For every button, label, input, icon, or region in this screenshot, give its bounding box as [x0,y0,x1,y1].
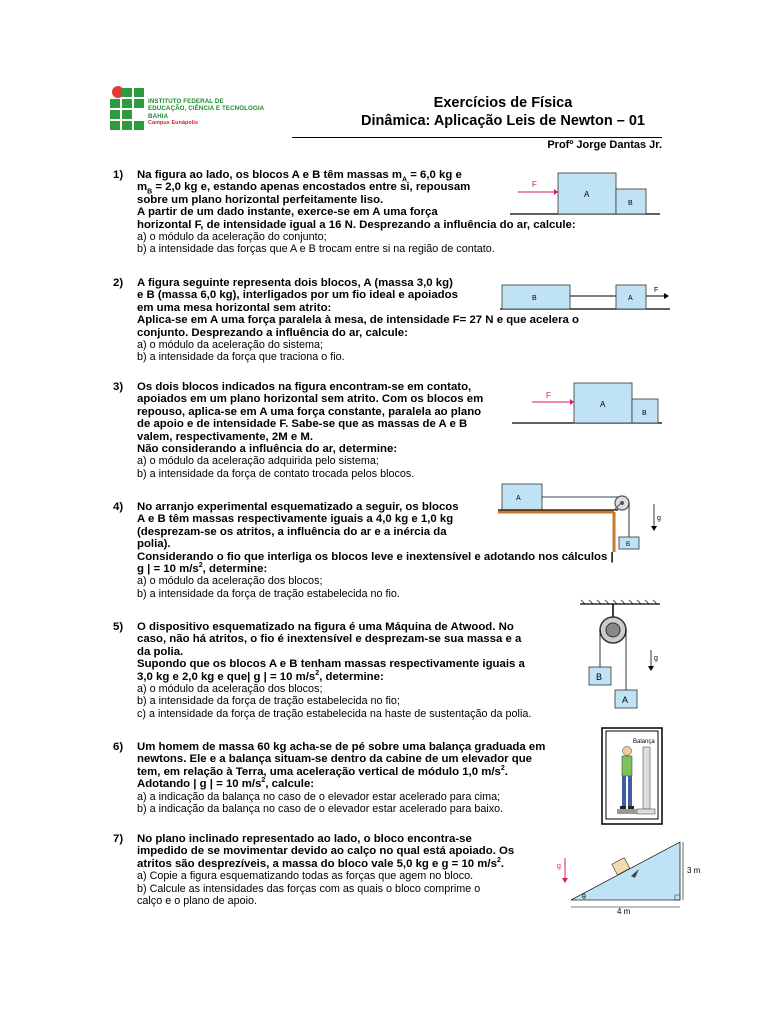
exercise-3-line-6: Não considerando a influência do ar, determine: [137,443,398,456]
exercise-4-line-4: polia). [137,538,171,551]
exercise-1-number: 1) [113,169,124,181]
exercise-2-line-5: conjunto. Desprezando a influência do ar, calcule: [137,326,408,339]
exercise-6-line-2: newtons. Ele e a balança situam-se dentro da cabine de um elevador que [137,753,532,766]
exercise-6-item-b: b) a indicação da balança no caso de o elevador estar acelerado para baixo. [137,803,504,816]
exercise-4-item-a: a) o módulo da aceleração dos blocos; [137,575,323,588]
exercise-7-number: 7) [113,833,124,845]
exercise-3-line-2: apoiados em um plano horizontal sem atrito. Com os blocos em [137,393,484,406]
exercise-1-item-b: b) a intensidade das forças que A e B trocam entre si na região de contato. [137,243,495,256]
exercise-2-figure [500,282,670,312]
figure-7-label-g: g [557,863,561,870]
exercise-1-line-2: $m_B = 2,0$ kg e, estando apenas encostados entre si, repousam [137,181,471,196]
exercise-2-item-b: b) a intensidade da força que traciona o fio. [137,351,345,364]
figure-7-label-base: 4 m [617,907,631,916]
exercise-4-number: 4) [113,501,124,513]
figure-6-label-scale: Balança [633,739,655,745]
exercise-2-line-2: e B (massa 6,0 kg), interligados por um fio ideal e apoiados [137,289,458,302]
exercise-2-item-a: a) o módulo da aceleração do sistema; [137,339,324,352]
exercise-7-line-1: No plano inclinado representado ao lado, o bloco encontra-se [137,833,472,845]
logo-line-1: INSTITUTO FEDERAL DE [148,98,224,105]
exercise-4-line-6: g | = 10 $m/s^2$, determine: [137,562,268,576]
exercise-5-item-b: b) a intensidade da força de tração estabelecida no fio; [137,695,400,708]
figure-2-label-a: A [628,295,633,302]
exercise-7-figure [555,830,715,918]
exercise-3-line-3: repouso, aplica-se em A uma força constante, paralela ao plano [137,405,482,418]
figure-2-label-b: B [532,295,537,302]
exercise-6-item-a: a) a indicação da balança no caso de o elevador estar acelerado para cima; [137,790,501,803]
figure-4-label-a: A [516,495,521,502]
exercise-3-line-4: de apoio e de intensidade F. Sabe-se que as massas de A e B [137,418,468,431]
logo-line-4: Campus Eunápolis [148,120,199,127]
title-line-2: Dinâmica: Aplicação Leis de Newton – 01 [361,113,645,129]
page-title [344,94,662,130]
figure-4-label-g: g [657,515,661,522]
institute-name [148,98,264,128]
exercise-5-line-2: caso, não há atritos, o fio é inextensível e desprezam-se sua massa e a [137,633,522,646]
exercise-3-number: 3) [113,381,124,393]
exercise-3-figure [512,378,662,428]
logo-line-2: EDUCAÇÃO, CIÊNCIA E TECNOLOGIA [148,105,265,113]
exercise-4-line-3: (desprezam-se os atritos, a influência do ar e a inércia da [137,525,447,538]
figure-3-label-f: F [546,391,551,400]
figure-1-label-f: F [532,180,537,189]
figure-5-label-a: A [622,695,629,705]
exercise-7-item-b: b) Calcule as intensidades das forças com as quais o bloco comprime o [137,882,481,895]
exercise-7-item-a: a) Copie a figura esquematizando todas as forças que agem no bloco. [137,870,474,883]
exercise-1-line-4: A partir de um dado instante, exerce-se em A uma força [137,206,438,219]
exercise-1-figure [510,168,660,220]
exercise-6-line-1: Um homem de massa 60 kg acha-se de pé sobre uma balança graduada em [137,741,546,753]
exercise-6-number: 6) [113,741,124,753]
exercise-6-line-4: Adotando | g | = 10 $m/s^2$, calcule: [137,777,315,791]
institute-logo-icon [108,86,148,138]
exercise-3-item-b: b) a intensidade da força de contato trocada pelos blocos. [137,467,415,480]
figure-7-label-theta: θ [582,894,586,901]
figure-3-label-b: B [642,410,647,417]
exercise-5-line-1: O dispositivo esquematizado na figura é uma Máquina de Atwood. No [137,621,514,633]
exercise-2-number: 2) [113,277,124,289]
exercise-2-line-1: A figura seguinte representa dois blocos, A (massa 3,0 kg) [137,277,453,289]
figure-1-label-a: A [584,190,590,199]
exercise-5-line-4: Supondo que os blocos A e B tenham massas respectivamente iguais a [137,658,525,671]
exercise-4-figure [498,480,668,552]
exercise-5-line-3: da polia. [137,645,184,658]
exercise-3-line-5: valem, respectivamente, 2M e M. [137,430,314,443]
figure-7-label-height: 3 m [687,866,701,875]
exercise-6-figure [601,727,663,825]
exercise-3-item-a: a) o módulo da aceleração adquirida pelo sistema; [137,455,379,468]
professor-name: Profº Jorge Dantas Jr. [547,139,662,151]
title-line-1: Exercícios de Física [433,95,573,111]
logo-line-3: BAHIA [148,112,169,120]
exercise-7-line-2: impedido de se movimentar devido ao calço no qual está apoiado. Os [137,845,515,858]
exercise-4-line-2: A e B têm massas respectivamente iguais a 4,0 kg e 1,0 kg [137,513,454,526]
exercise-5-item-a: a) o módulo da aceleração dos blocos; [137,683,323,696]
exercise-5-number: 5) [113,621,124,633]
figure-3-label-a: A [600,400,606,409]
figure-2-label-f: F [654,287,659,294]
exercise-2-line-4: Aplica-se em A uma força paralela à mesa, de intensidade F= 27 N e que acelera o [137,314,579,327]
exercise-6-text [137,741,660,815]
exercise-2-line-3: em uma mesa horizontal sem atrito: [137,301,332,314]
exercise-3-line-1: Os dois blocos indicados na figura encontram-se em contato, [137,381,472,393]
figure-5-label-b: B [596,672,603,682]
exercise-1-line-3: sobre um plano horizontal perfeitamente liso. [137,193,384,206]
exercise-7-line-3: atritos são desprezíveis, a massa do bloco vale 5,0 kg e g = 10 $m/s^2$. [137,857,505,870]
exercise-4-line-5: Considerando o fio que interliga os blocos leve e inextensível e adotando nos cálculos | [137,550,614,563]
exercise-4-item-b: b) a intensidade da força de tração estabelecida no fio. [137,587,400,600]
exercise-1-line-1: Na figura ao lado, os blocos A e B têm massas $m_A = 6,0$ kg e [137,169,462,184]
exercise-6-line-3: tem, em relação à Terra, uma aceleração vertical de módulo 1,0 $m/s^2$. [137,765,508,778]
exercise-7-item-c: calço e o plano de apoio. [137,895,258,908]
exercise-5-item-c: c) a intensidade da força de tração estabelecida na haste de sustentação da polia. [137,707,532,720]
figure-4-label-b: B [626,542,631,548]
exercise-5-line-5: 3,0 kg e 2,0 kg e que| g | = 10 $m/s^2$, determine: [137,669,384,683]
header-divider [292,137,662,138]
figure-1-label-b: B [628,200,633,207]
figure-5-label-g: g [654,655,658,662]
exercise-1-line-5: horizontal F, de intensidade igual a 16 N. Desprezando a influência do ar, calcule: [137,218,576,231]
exercise-1-item-a: a) o módulo da aceleração do conjunto; [137,231,327,244]
exercise-5-figure [575,598,665,713]
exercise-4-line-1: No arranjo experimental esquematizado a seguir, os blocos [137,501,459,513]
